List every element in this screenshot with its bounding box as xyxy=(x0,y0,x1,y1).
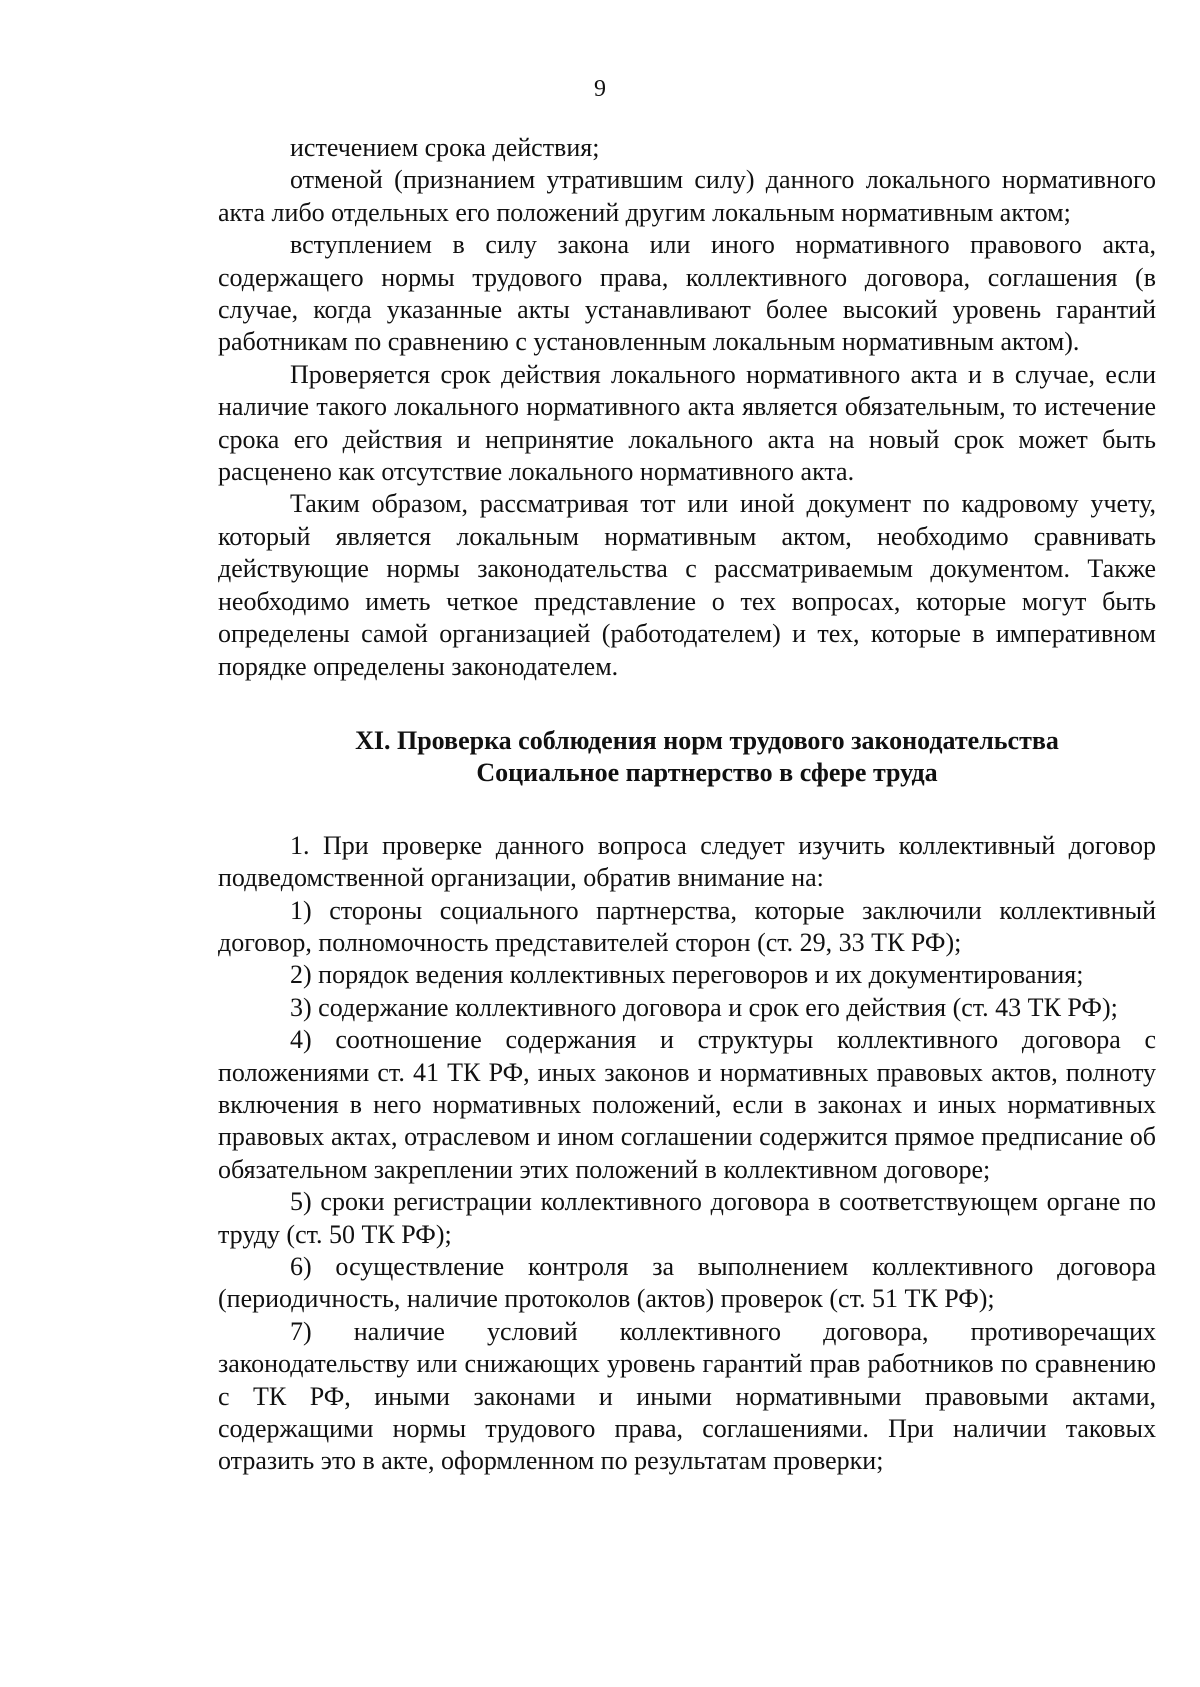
paragraph-conclusion: Таким образом, рассматривая тот или иной документ по кадровому учету, который является локальным нормативным актом, необходимо сравнивать действующие нормы законодательства с рассматриваемым документом. Также необходимо иметь четкое представление о тех вопросах, которые могут быть определены самой организацией (работодателем) и тех, которые в императивном порядке определены законодателем. xyxy=(218,489,1156,681)
section-intro: 1. При проверке данного вопроса следует изучить коллективный договор подведомственной организации, обратив внимание на: xyxy=(218,830,1156,893)
section-subtitle: Социальное партнерство в сфере труда xyxy=(476,758,938,788)
list-item-7: 7) наличие условий коллективного договора, противоречащих законодательству или снижающих уровень гарантий прав работников по сравнению с ТК РФ, иными законами и иными нормативными правовыми актами, содержащими нормы трудового права, соглашениями. При наличии таковых отразить это в акте, оформленном по результатам проверки; xyxy=(218,1316,1156,1476)
paragraph-law-entry: вступлением в силу закона или иного нормативного правового акта, содержащего нормы трудового права, коллективного договора, соглашения (в случае, когда указанные акты устанавливают более высокий уровень гарантий работникам по сравнению с установленным локальным нормативным актом). xyxy=(218,230,1156,357)
list-item-4: 4) соотношение содержания и структуры коллективного договора с положениями ст. 41 ТК РФ, иных законов и нормативных правовых актов, полноту включения в него нормативных положений, если в законах и иных нормативных правовых актах, отраслевом и ином соглашении содержится прямое предписание об обязательном закреплении этих положений в коллективном договоре; xyxy=(218,1025,1156,1184)
paragraph-expiry: истечением срока действия; xyxy=(290,133,600,162)
section-title: XI. Проверка соблюдения норм трудового законодательства xyxy=(355,725,1059,755)
list-item-5: 5) сроки регистрации коллективного договора в соответствующем органе по труду (ст. 50 ТК РФ); xyxy=(218,1187,1156,1249)
list-item-2: 2) порядок ведения коллективных переговоров и их документирования; xyxy=(290,960,1084,990)
list-item-6: 6) осуществление контроля за выполнением коллективного договора (периодичность, наличие протоколов (актов) проверок (ст. 51 ТК РФ); xyxy=(218,1252,1156,1314)
section-heading xyxy=(218,725,1156,790)
paragraph-validity-check: Проверяется срок действия локального нормативного акта и в случае, если наличие такого локального нормативного акта является обязательным, то истечение срока его действия и непринятие локального акта на новый срок может быть расценено как отсутствие локального нормативного акта. xyxy=(218,359,1156,487)
page-number: 9 xyxy=(594,76,606,102)
paragraph-cancellation: отменой (признанием утратившим силу) данного локального нормативного акта либо отдельных его положений другим локальным нормативным актом; xyxy=(218,165,1156,227)
list-item-1: 1) стороны социального партнерства, которые заключили коллективный договор, полномочность представителей сторон (ст. 29, 33 ТК РФ); xyxy=(218,895,1156,957)
list-item-3: 3) содержание коллективного договора и срок его действия (ст. 43 ТК РФ); xyxy=(290,992,1118,1022)
document-body xyxy=(218,132,1156,1478)
